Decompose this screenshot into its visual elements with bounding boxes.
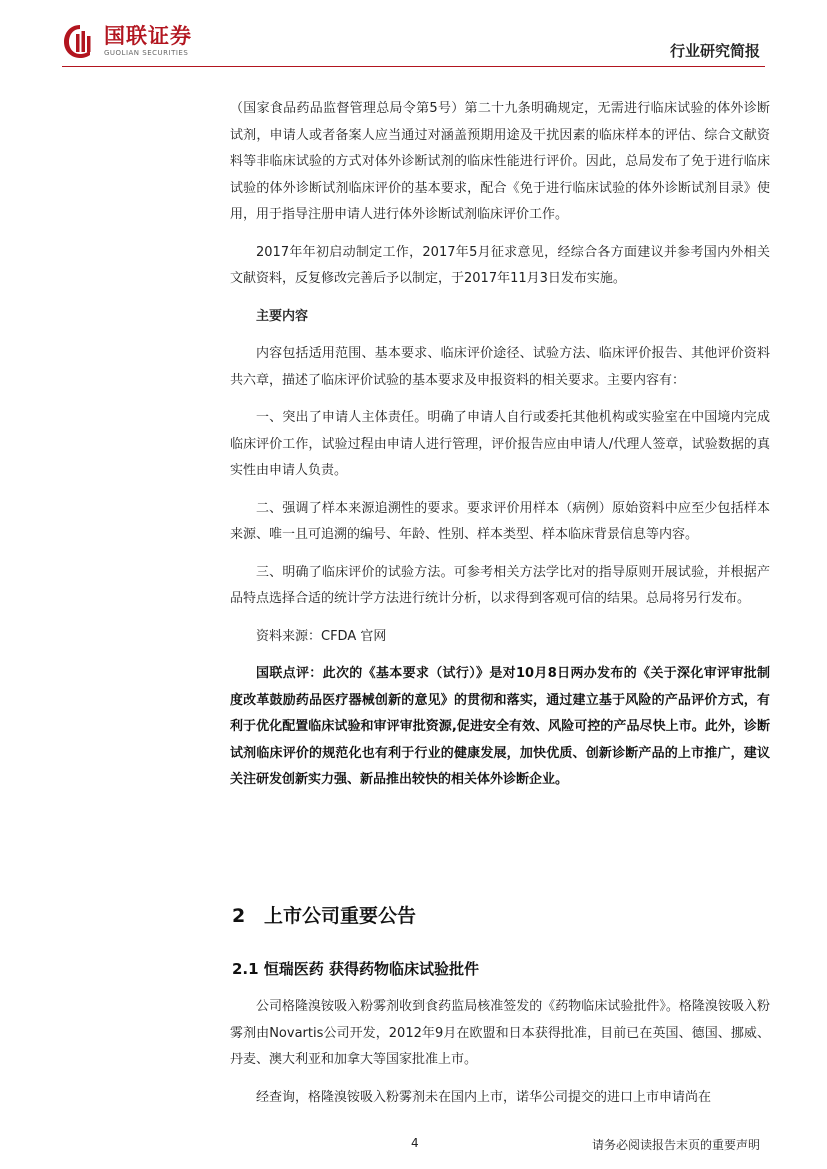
section-body — [230, 994, 770, 1111]
section-paragraph-1: 公司格隆溴铵吸入粉雾剂收到食药监局核准签发的《药物临床试验批件》。格隆溴铵吸入粉雾剂由Novartis公司开发，2012年9月在欧盟和日本获得批准，目前已在英国、德国、挪威、丹麦、澳大利亚和加拿大等国家批准上市。 — [230, 999, 770, 1067]
footer-disclaimer: 请务必阅读报告末页的重要声明 — [591, 1138, 760, 1152]
body-paragraph-5: 二、强调了样本来源追溯性的要求。要求评价用样本（病例）原始资料中应至少包括样本来源、唯一且可追溯的编号、年龄、性别、样本类型、样本临床背景信息等内容。 — [230, 500, 770, 542]
brand-logo — [62, 22, 192, 60]
body-paragraph-6: 三、明确了临床评价的试验方法。可参考相关方法学比对的指导原则开展试验，并根据产品特点选择合适的统计学方法进行统计分析，以求得到客观可信的结果。总局将另行发布。 — [230, 564, 770, 606]
page-header — [0, 0, 827, 80]
report-type-label: 行业研究简报 — [669, 42, 760, 60]
brand-name-en: GUOLIAN SECURITIES — [104, 49, 189, 57]
source-note: 资料来源：CFDA 官网 — [256, 628, 387, 644]
section-paragraph-2: 经查询，格隆溴铵吸入粉雾剂未在国内上市，诺华公司提交的进口上市申请尚在 — [256, 1089, 712, 1105]
section-number: 2 — [232, 905, 246, 927]
analyst-comment: 国联点评：此次的《基本要求（试行）》是对10月8日两办发布的《关于深化审评审批制度改革鼓励药品医疗器械创新的意见》的贯彻和落实，通过建立基于风险的产品评价方式，有利于优化配置临床试验和审评审批资源,促进安全有效、风险可控的产品尽快上市。此外，诊断试剂临床评价的规范化也有利于行业的健康发展，加快优质、创新诊断产品的上市推广，建议关注研发创新实力强、新品推出较快的相关体外诊断企业。 — [230, 666, 770, 787]
header-divider — [62, 66, 765, 67]
subsection-heading: 2.1 恒瑞医药 获得药物临床试验批件 — [232, 960, 480, 978]
body-paragraph-2: 2017年年初启动制定工作，2017年5月征求意见，经综合各方面建议并参考国内外相关文献资料，反复修改完善后予以制定，于2017年11月3日发布实施。 — [230, 244, 770, 286]
body-paragraph-4: 一、突出了申请人主体责任。明确了申请人自行或委托其他机构或实验室在中国境内完成临床评价工作，试验过程由申请人进行管理，评价报告应由申请人/代理人签章，试验数据的真实性由申请人负责。 — [230, 410, 770, 478]
subheading-main-content: 主要内容 — [256, 308, 309, 324]
brand-name-cn: 国联证券 — [104, 24, 192, 48]
guolian-logo-icon — [62, 22, 98, 60]
body-paragraph-1: （国家食品药品监督管理总局令第5号）第二十九条明确规定，无需进行临床试验的体外诊断试剂，申请人或者备案人应当通过对涵盖预期用途及干扰因素的临床样本的评估、综合文献资料等非临床试验的方式对体外诊断试剂的临床性能进行评价。因此，总局发布了免于进行临床试验的体外诊断试剂临床评价的基本要求，配合《免于进行临床试验的体外诊断试剂目录》使用，用于指导注册申请人进行体外诊断试剂临床评价工作。 — [230, 101, 770, 222]
body-paragraph-3: 内容包括适用范围、基本要求、临床评价途径、试验方法、临床评价报告、其他评价资料共六章，描述了临床评价试验的基本要求及申报资料的相关要求。主要内容有： — [230, 346, 770, 388]
section-title: 上市公司重要公告 — [264, 905, 417, 927]
section-heading — [232, 901, 416, 928]
page-number: 4 — [411, 1136, 419, 1150]
main-body — [230, 96, 770, 794]
